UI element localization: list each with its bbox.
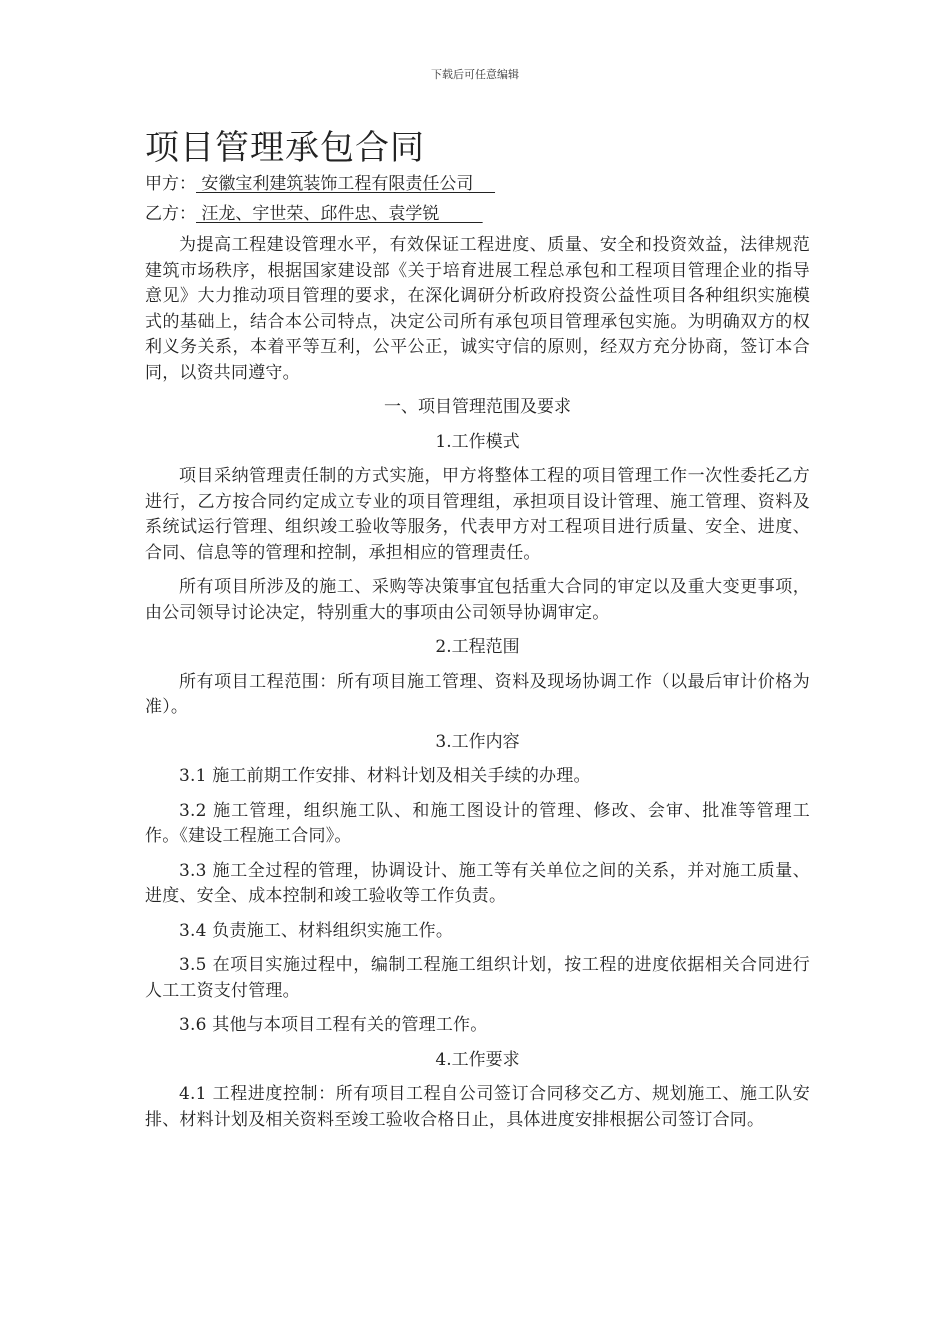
party-a-value: 安徽宝利建筑装饰工程有限责任公司: [196, 174, 496, 194]
clause-item: 3.3 施工全过程的管理，协调设计、施工等有关单位之间的关系，并对施工质量、进度、安全、成本控制和竣工验收等工作负责。: [145, 860, 810, 906]
document-title: 项目管理承包合同: [145, 128, 425, 168]
party-b-line: [145, 203, 810, 225]
paragraph: 项目采纳管理责任制的方式实施，甲方将整体工程的项目管理工作一次性委托乙方进行，乙方按合同约定成立专业的项目管理组，承担项目设计管理、施工管理、资料及系统试运行管理、组织竣工验收等服务，代表甲方对工程项目进行质量、安全、进度、合同、信息等的管理和控制，承担相应的管理责任。: [145, 466, 810, 563]
clause-item: 3.4 负责施工、材料组织实施工作。: [179, 920, 454, 941]
party-a-line: [145, 173, 810, 195]
paragraph: 所有项目工程范围：所有项目施工管理、资料及现场协调工作（以最后审计价格为准）。: [145, 671, 810, 717]
clause-item: 4.1 工程进度控制：所有项目工程自公司签订合同移交乙方、规划施工、施工队安排、材料计划及相关资料至竣工验收合格日止，具体进度安排根据公司签订合同。: [145, 1084, 810, 1130]
contract-document: [145, 126, 810, 1142]
subsection-heading: 4.工作要求: [435, 1049, 520, 1070]
party-b-label: 乙方：: [145, 204, 196, 224]
paragraph: 所有项目所涉及的施工、采购等决策事宜包括重大合同的审定以及重大变更事项，由公司领导讨论决定，特别重大的事项由公司领导协调审定。: [145, 577, 810, 623]
clause-item: 3.6 其他与本项目工程有关的管理工作。: [179, 1015, 488, 1035]
clause-item: 3.2 施工管理，组织施工队、和施工图设计的管理、修改、会审、批准等管理工作。《建设工程施工合同》。: [145, 800, 810, 846]
clause-item: 3.5 在项目实施过程中，编制工程施工组织计划，按工程的进度依据相关合同进行人工工资支付管理。: [145, 955, 810, 1001]
party-b-value: 汪龙、宇世荣、邱件忠、袁学锐: [196, 204, 483, 224]
section-heading: 一、项目管理范围及要求: [384, 397, 571, 417]
page-header-note: 下载后可任意编辑: [431, 68, 519, 81]
clause-item: 3.1 施工前期工作安排、材料计划及相关手续的办理。: [179, 766, 591, 786]
subsection-heading: 1.工作模式: [435, 431, 520, 452]
subsection-heading: 2.工程范围: [435, 637, 520, 657]
intro-paragraph: 为提高工程建设管理水平，有效保证工程进度、质量、安全和投资效益，法律规范建筑市场秩序，根据国家建设部《关于培育进展工程总承包和工程项目管理企业的指导意见》大力推动项目管理的要求，在深化调研分析政府投资公益性项目各种组织实施模式的基础上，结合本公司特点，决定公司所有承包项目管理承包实施。为明确双方的权利义务关系，本着平等互利，公平公正，诚实守信的原则，经双方充分协商，签订本合同，以资共同遵守。: [145, 235, 810, 383]
party-a-label: 甲方：: [145, 174, 196, 194]
subsection-heading: 3.工作内容: [435, 731, 520, 752]
